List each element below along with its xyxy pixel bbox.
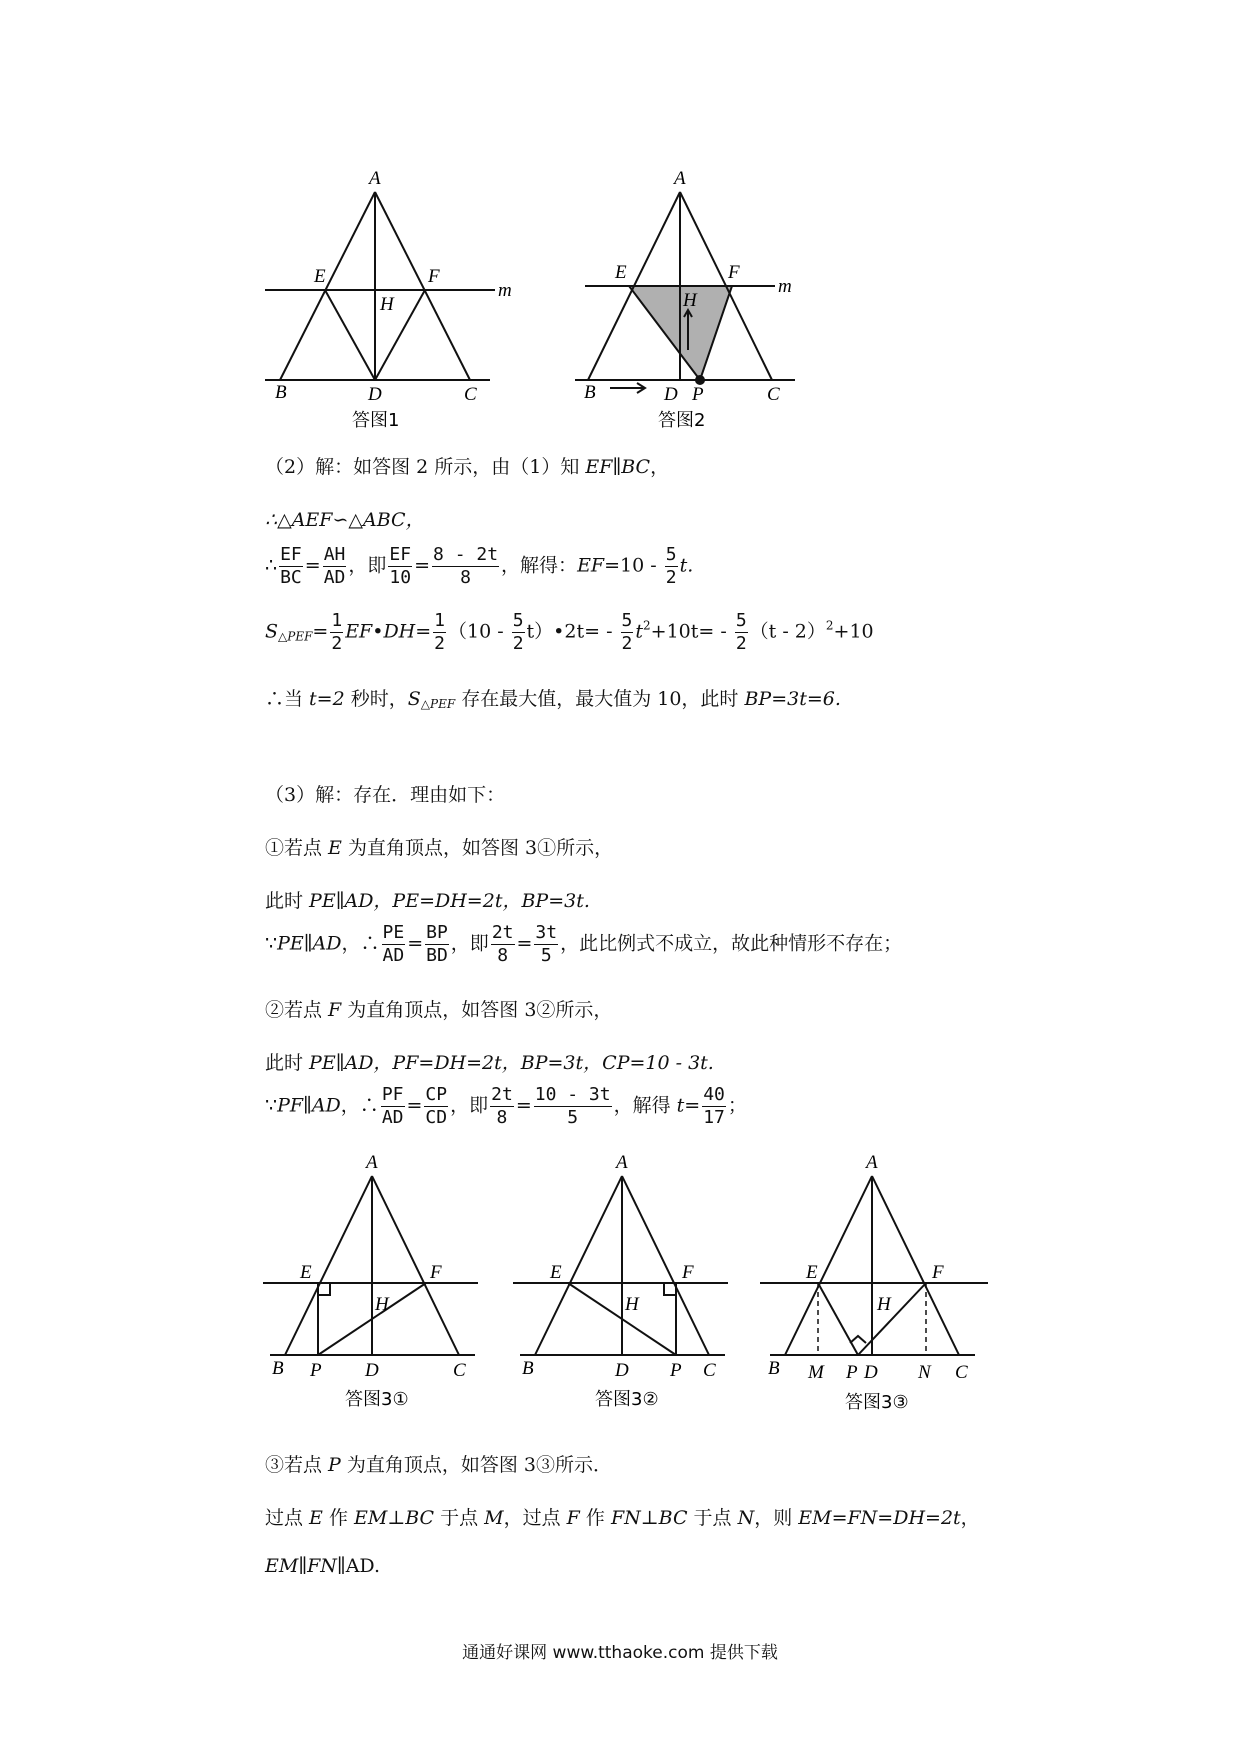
point-label: B xyxy=(768,1358,780,1379)
point-label: m xyxy=(778,276,792,297)
point-label: D xyxy=(615,1360,629,1381)
part2-line3: ∴ $\frac{EF}{BC}$ = $\frac{AH}{AD}$ ，即 $\frac{EF}{10}$ = $\frac{8 - 2t}{8}$ ，解得：EF=10 - $\frac{5}{2}$ t. xyxy=(265,544,694,588)
part3-line7: ∵PF∥AD，∴ $\frac{PF}{AD}$ = $\frac{CP}{CD}$ ，即 $\frac{2t}{8}$ = $\frac{10 - 3t}{5}$ ，解得 t= $\frac{40}{17}$ ； xyxy=(265,1084,747,1128)
part3-line3: 此时 PE∥AD，PE=DH=2t，BP=3t. xyxy=(265,890,590,912)
figure-caption: 答图1 xyxy=(352,410,400,431)
part3-line1: （3）解：存在．理由如下： xyxy=(265,784,506,806)
point-label: F xyxy=(932,1262,944,1283)
point-label: B xyxy=(584,382,596,403)
part3-line5: ②若点 F 为直角顶点，如答图 3②所示， xyxy=(265,999,613,1021)
point-label: F xyxy=(428,266,440,287)
point-label: H xyxy=(877,1294,891,1315)
point-label: H xyxy=(380,294,394,315)
part3-line2: ①若点 E 为直角顶点，如答图 3①所示， xyxy=(265,837,614,859)
point-label: A xyxy=(369,168,381,189)
part3-line8: ③若点 P 为直角顶点，如答图 3③所示． xyxy=(265,1454,613,1476)
figure-3-3 xyxy=(760,1150,1000,1420)
point-label: D xyxy=(864,1362,878,1383)
point-label: P xyxy=(310,1360,322,1381)
part3-line6: 此时 PE∥AD，PF=DH=2t，BP=3t，CP=10 - 3t. xyxy=(265,1052,714,1074)
part3-line4: ∵PE∥AD，∴ $\frac{PE}{AD}$ = $\frac{BP}{BD}$ ，即 $\frac{2t}{8}$ = $\frac{3t}{5}$ ，此比例式不成立，故此种情形不存在； xyxy=(265,922,903,966)
part3-line9: 过点 E 作 EM⊥BC 于点 M，过点 F 作 FN⊥BC 于点 N，则 EM=FN=DH=2t， xyxy=(265,1507,980,1529)
figure-caption: 答图3② xyxy=(595,1389,659,1410)
part2-line5: ∴当 t=2 秒时，$S_{\triangle PEF}$ 存在最大值，最大值为 10，此时 BP=3t=6. xyxy=(265,688,841,711)
figure-1 xyxy=(260,160,520,440)
point-label: E xyxy=(806,1262,818,1283)
point-label: C xyxy=(955,1362,968,1383)
point-label: E xyxy=(615,262,627,283)
figure-3-2 xyxy=(510,1150,740,1420)
point-label: B xyxy=(275,382,287,403)
point-label: P xyxy=(670,1360,682,1381)
point-label: F xyxy=(728,262,740,283)
point-label: M xyxy=(808,1362,824,1383)
point-label: D xyxy=(664,384,678,405)
part3-line10: EM∥FN∥AD. xyxy=(265,1555,381,1577)
part2-line4: $S_{\triangle PEF}=$ $\frac{1}{2}$ EF•DH= $\frac{1}{2}$ （10 - $\frac{5}{2}$ t）•2t= - $\frac{5}{2}$ $t^2+10t=$ - $\frac{5}{2}$ （t - 2）$^2$+10 xyxy=(265,610,874,654)
point-label: A xyxy=(616,1152,628,1173)
page-footer: 通通好课网 www.tthaoke.com 提供下载 xyxy=(462,1643,778,1663)
point-label: B xyxy=(272,1358,284,1379)
point-label: F xyxy=(682,1262,694,1283)
figure-caption: 答图2 xyxy=(658,410,706,431)
point-label: P xyxy=(692,384,704,405)
point-label: E xyxy=(550,1262,562,1283)
point-label: C xyxy=(464,384,477,405)
figure-2 xyxy=(570,160,830,440)
point-label: F xyxy=(430,1262,442,1283)
point-label: C xyxy=(453,1360,466,1381)
part2-line2: ∴△AEF∽△ABC， xyxy=(265,509,425,531)
part2-line1: （2）解：如答图 2 所示，由（1）知 EF∥BC， xyxy=(265,456,670,478)
point-label: H xyxy=(375,1294,389,1315)
figure-caption: 答图3① xyxy=(345,1389,409,1410)
point-label: H xyxy=(625,1294,639,1315)
point-label: A xyxy=(866,1152,878,1173)
point-label: N xyxy=(918,1362,931,1383)
point-label: E xyxy=(314,266,326,287)
point-label: m xyxy=(498,280,512,301)
point-label: P xyxy=(846,1362,858,1383)
point-label: H xyxy=(683,290,697,311)
figure-3-1 xyxy=(260,1150,490,1420)
point-label: B xyxy=(522,1358,534,1379)
point-label: E xyxy=(300,1262,312,1283)
figure-caption: 答图3③ xyxy=(845,1392,909,1413)
point-label: D xyxy=(368,384,382,405)
point-label: D xyxy=(365,1360,379,1381)
point-label: A xyxy=(366,1152,378,1173)
point-label: A xyxy=(674,168,686,189)
point-label: C xyxy=(767,384,780,405)
point-label: C xyxy=(703,1360,716,1381)
